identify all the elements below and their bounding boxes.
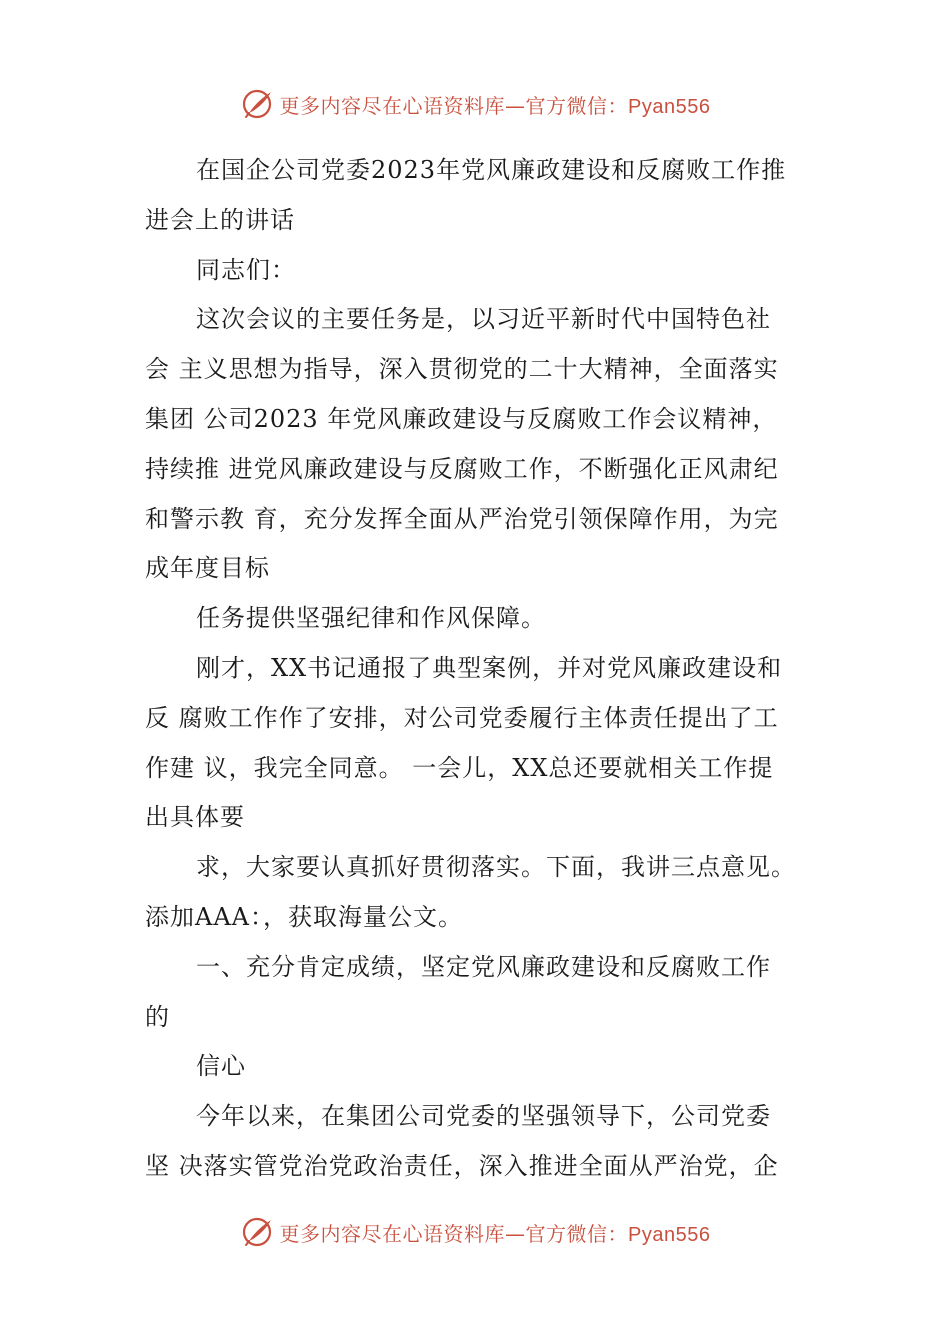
text-line: 任务提供坚强纪律和作风保障。 bbox=[196, 604, 546, 633]
pen-feather-logo-icon bbox=[240, 86, 276, 122]
pen-feather-logo-icon bbox=[240, 1214, 276, 1250]
text-line: 出具体要 bbox=[145, 803, 245, 832]
text-line: 坚 决落实管党治党政治责任，深入推进全面从严治党，企 bbox=[145, 1151, 779, 1180]
text-line: 求，大家要认真抓好贯彻落实。下面，我讲三点意见。 bbox=[196, 853, 796, 882]
watermark-handle: Pyan556 bbox=[628, 95, 711, 118]
watermark-text: 更多内容尽在心语资料库—官方微信： bbox=[279, 93, 629, 118]
text-line: 添加AAA：，获取海量公文。 bbox=[145, 902, 463, 931]
text-line: 会 主义思想为指导，深入贯彻党的二十大精神，全面落实 bbox=[145, 355, 779, 384]
text-line: 今年以来，在集团公司党委的坚强领导下，公司党委 bbox=[196, 1102, 771, 1131]
text-line: 反 腐败工作作了安排，对公司党委履行主体责任提出了工 bbox=[145, 703, 779, 732]
text-line: 持续推 进党风廉政建设与反腐败工作，不断强化正风肃纪 bbox=[145, 454, 779, 483]
document-body bbox=[145, 146, 810, 1192]
text-line: 信心 bbox=[196, 1052, 246, 1081]
watermark-text: 更多内容尽在心语资料库—官方微信： bbox=[279, 1221, 629, 1246]
header-watermark bbox=[0, 84, 950, 124]
text-line: 一、充分肯定成绩，坚定党风廉政建设和反腐败工作 bbox=[196, 952, 771, 981]
text-line: 这次会议的主要任务是，以习近平新时代中国特色社 bbox=[196, 305, 771, 334]
text-line: 进会上的讲话 bbox=[145, 205, 295, 234]
text-line: 集团 公司2023 年党风廉政建设与反腐败工作会议精神， bbox=[145, 404, 778, 433]
text-line: 刚才，XX书记通报了典型案例，并对党风廉政建设和 bbox=[196, 653, 783, 682]
text-line: 成年度目标 bbox=[145, 554, 270, 583]
text-line: 和警示教 育，充分发挥全面从严治党引领保障作用，为完 bbox=[145, 504, 779, 533]
text-line: 的 bbox=[145, 1002, 170, 1031]
text-line: 同志们： bbox=[196, 255, 296, 284]
text-line: 作建 议，我完全同意。 一会儿，XX总还要就相关工作提 bbox=[145, 753, 774, 782]
footer-watermark bbox=[0, 1212, 950, 1252]
watermark-handle: Pyan556 bbox=[628, 1223, 711, 1246]
text-line: 在国企公司党委2023年党风廉政建设和反腐败工作推 bbox=[196, 156, 787, 184]
